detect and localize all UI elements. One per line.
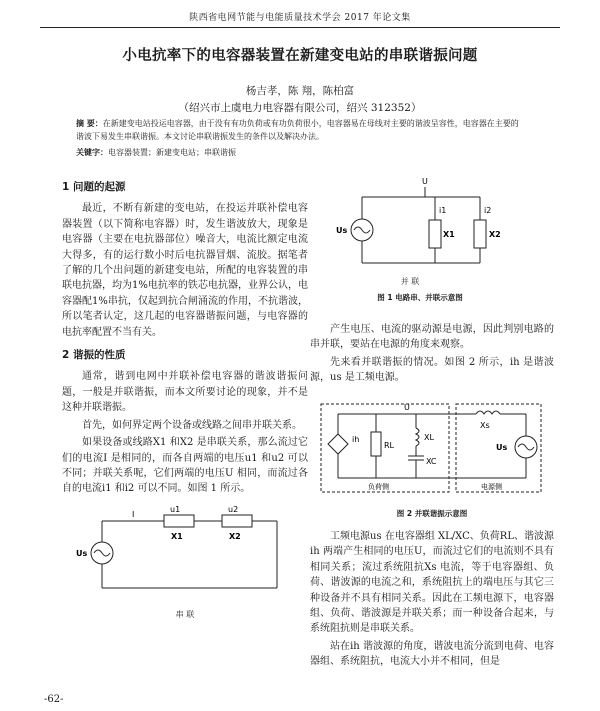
right-paragraph-1: 产生电压、电流的驱动源是电源，因此判别电路的串并联，要站在电源的角度来观察。 — [310, 324, 554, 351]
harmonic-source-symbol — [328, 434, 348, 454]
paper-authors: 杨吉孝，陈 翔，陈柏富 — [245, 85, 355, 97]
left-column — [62, 178, 308, 622]
parallel-label-i1: i1 — [439, 206, 447, 215]
load-resistor — [371, 432, 381, 456]
section-2-paragraph-2: 首先，如何界定两个设备或线路之间串并联关系。 — [82, 419, 302, 431]
system-reactance-coil — [476, 411, 500, 414]
series-sub-label: 串 联 — [175, 609, 195, 619]
paper-affiliation: （绍兴市上虞电力电容器有限公司，绍兴 312352） — [178, 102, 422, 114]
right-paragraph-4: 站在ih 谐波源的角度，谐波电流分流到电荷、电容器组、系统阻抗，电流大小并不相同，但是 — [310, 640, 554, 668]
parallel-x2-box — [474, 220, 486, 248]
series-label-x2: X2 — [229, 531, 241, 541]
fig2-label-rl: RL — [384, 440, 395, 450]
fig2-label-xl: XL — [424, 432, 434, 442]
series-label-u1: u1 — [170, 504, 181, 514]
fig1-caption: 图 1 电路串、并联示意图 — [377, 293, 463, 302]
paper-title: 小电抗率下的电容器装置在新建变电站的串联谐振问题 — [122, 48, 478, 64]
fig2-label-us: Us — [496, 442, 508, 452]
capacitor-reactor-coil — [416, 428, 419, 446]
fig2-label-xs: Xs — [480, 420, 490, 430]
grid-source-wave — [518, 444, 534, 450]
series-label-i: I — [132, 509, 135, 519]
header-rule — [40, 27, 560, 28]
right-paragraph-3: 工频电源us 在电容器组 XL/XC、负荷RL、谐波源ih 两端产生相同的电压U，而流过它们的电流则不具有相同关系；流过系统阻抗Xs 电流，等于电容器组、负荷、谐波源的电流之和，系统阻抗上的端电压与其它三种设备并不具有相同关系。因此在工频电源下，电容器组、负荷、谐波源是并联关系；而一种设备合起来，与系统阻抗则是串联关系。 — [310, 531, 554, 635]
fig2-source-side-label: 电源侧 — [481, 482, 502, 491]
right-column — [310, 322, 554, 670]
section-1-paragraph: 最近，不断有新建的变电站，在投运并联补偿电容器装置（以下简称电容器）时，发生谐波放大，现象是电容器（主要在电抗器部位）噪音大，电流比额定电流大得多，有的运行数小时后电抗器冒烟、流胶。据笔者了解的几个出问题的新建变电站，所配的电容装置的串联电抗器，均为1%电抗率的铁芯电抗器，业界公认，电容器配1%串抗，仅起到抗合闸涌流的作用，不抗谐波，所以笔者认定，这几起的电容器谐振问题，与电容器的电抗率配置不当有关。 — [62, 203, 308, 338]
series-label-x1: X1 — [171, 531, 183, 541]
abstract-text: 在新建变电站投运电容器，由于没有有功负荷或有功负荷很小，电容器易在母线对主要的谐波呈容性，电容器在主要的谐波下易发生串联谐振。本文讨论串联谐振发生的条件以及解决办法。 — [76, 119, 519, 141]
page-number: -62- — [44, 694, 64, 705]
series-x1-box — [164, 515, 194, 527]
keywords-label: 关键字： — [76, 148, 108, 157]
section-2-paragraph-3: 如果设备或线路X1 和X2 是串联关系，那么流过它们的电流I 是相同的，而各自两端的电压u1 和u2 可以不同；并联关系呢，它们两端的电压U 相同，而流过各自的电流i1 和i2 可以不同。如图 1 所示。 — [62, 437, 308, 495]
running-header: 陕西省电网节能与电能质量技术学会 2017 年论文集 — [189, 13, 411, 23]
fig2-label-ih: ih — [352, 434, 360, 444]
parallel-label-us: Us — [336, 226, 348, 235]
keywords — [76, 147, 524, 158]
section-2-title: 2 谐振的性质 — [62, 349, 126, 362]
section-1-title: 1 问题的起源 — [62, 181, 126, 193]
series-circuit-diagram — [72, 503, 302, 603]
parallel-resonance-diagram — [316, 392, 546, 502]
right-paragraph-2: 先来看并联谐振的情况。如图 2 所示，ih 是谐波源，us 是工频电源。 — [310, 356, 554, 384]
abstract-label: 摘 要： — [76, 119, 103, 128]
series-label-us: Us — [76, 548, 88, 558]
section-2-paragraph-1: 通常，谐到电网中并联补偿电容器的谐波谐振问题，一般是并联谐振，而本文所要讨论的现象，并不是这种并联谐振。 — [62, 371, 308, 414]
series-label-u2: u2 — [228, 504, 239, 514]
fig2-label-u: U — [404, 402, 410, 412]
series-source-wave — [94, 550, 110, 556]
parallel-label-x2: X2 — [489, 230, 501, 239]
keywords-text: 电容器装置；新建变电站；串联谐振 — [108, 148, 236, 157]
abstract — [76, 117, 524, 143]
parallel-source-wave — [354, 227, 370, 233]
fig2-caption: 图 2 并联谐振示意图 — [396, 508, 468, 518]
series-x2-box — [222, 515, 252, 527]
parallel-label-x1: X1 — [443, 230, 455, 239]
fig2-label-xc: XC — [426, 456, 437, 466]
fig1-sub-label: 并 联 — [400, 277, 420, 286]
parallel-circuit-diagram — [330, 175, 550, 275]
parallel-x1-box — [429, 220, 441, 248]
fig2-load-side-label: 负荷侧 — [368, 482, 389, 491]
parallel-label-i2: i2 — [484, 206, 492, 215]
parallel-label-u: U — [422, 177, 428, 186]
